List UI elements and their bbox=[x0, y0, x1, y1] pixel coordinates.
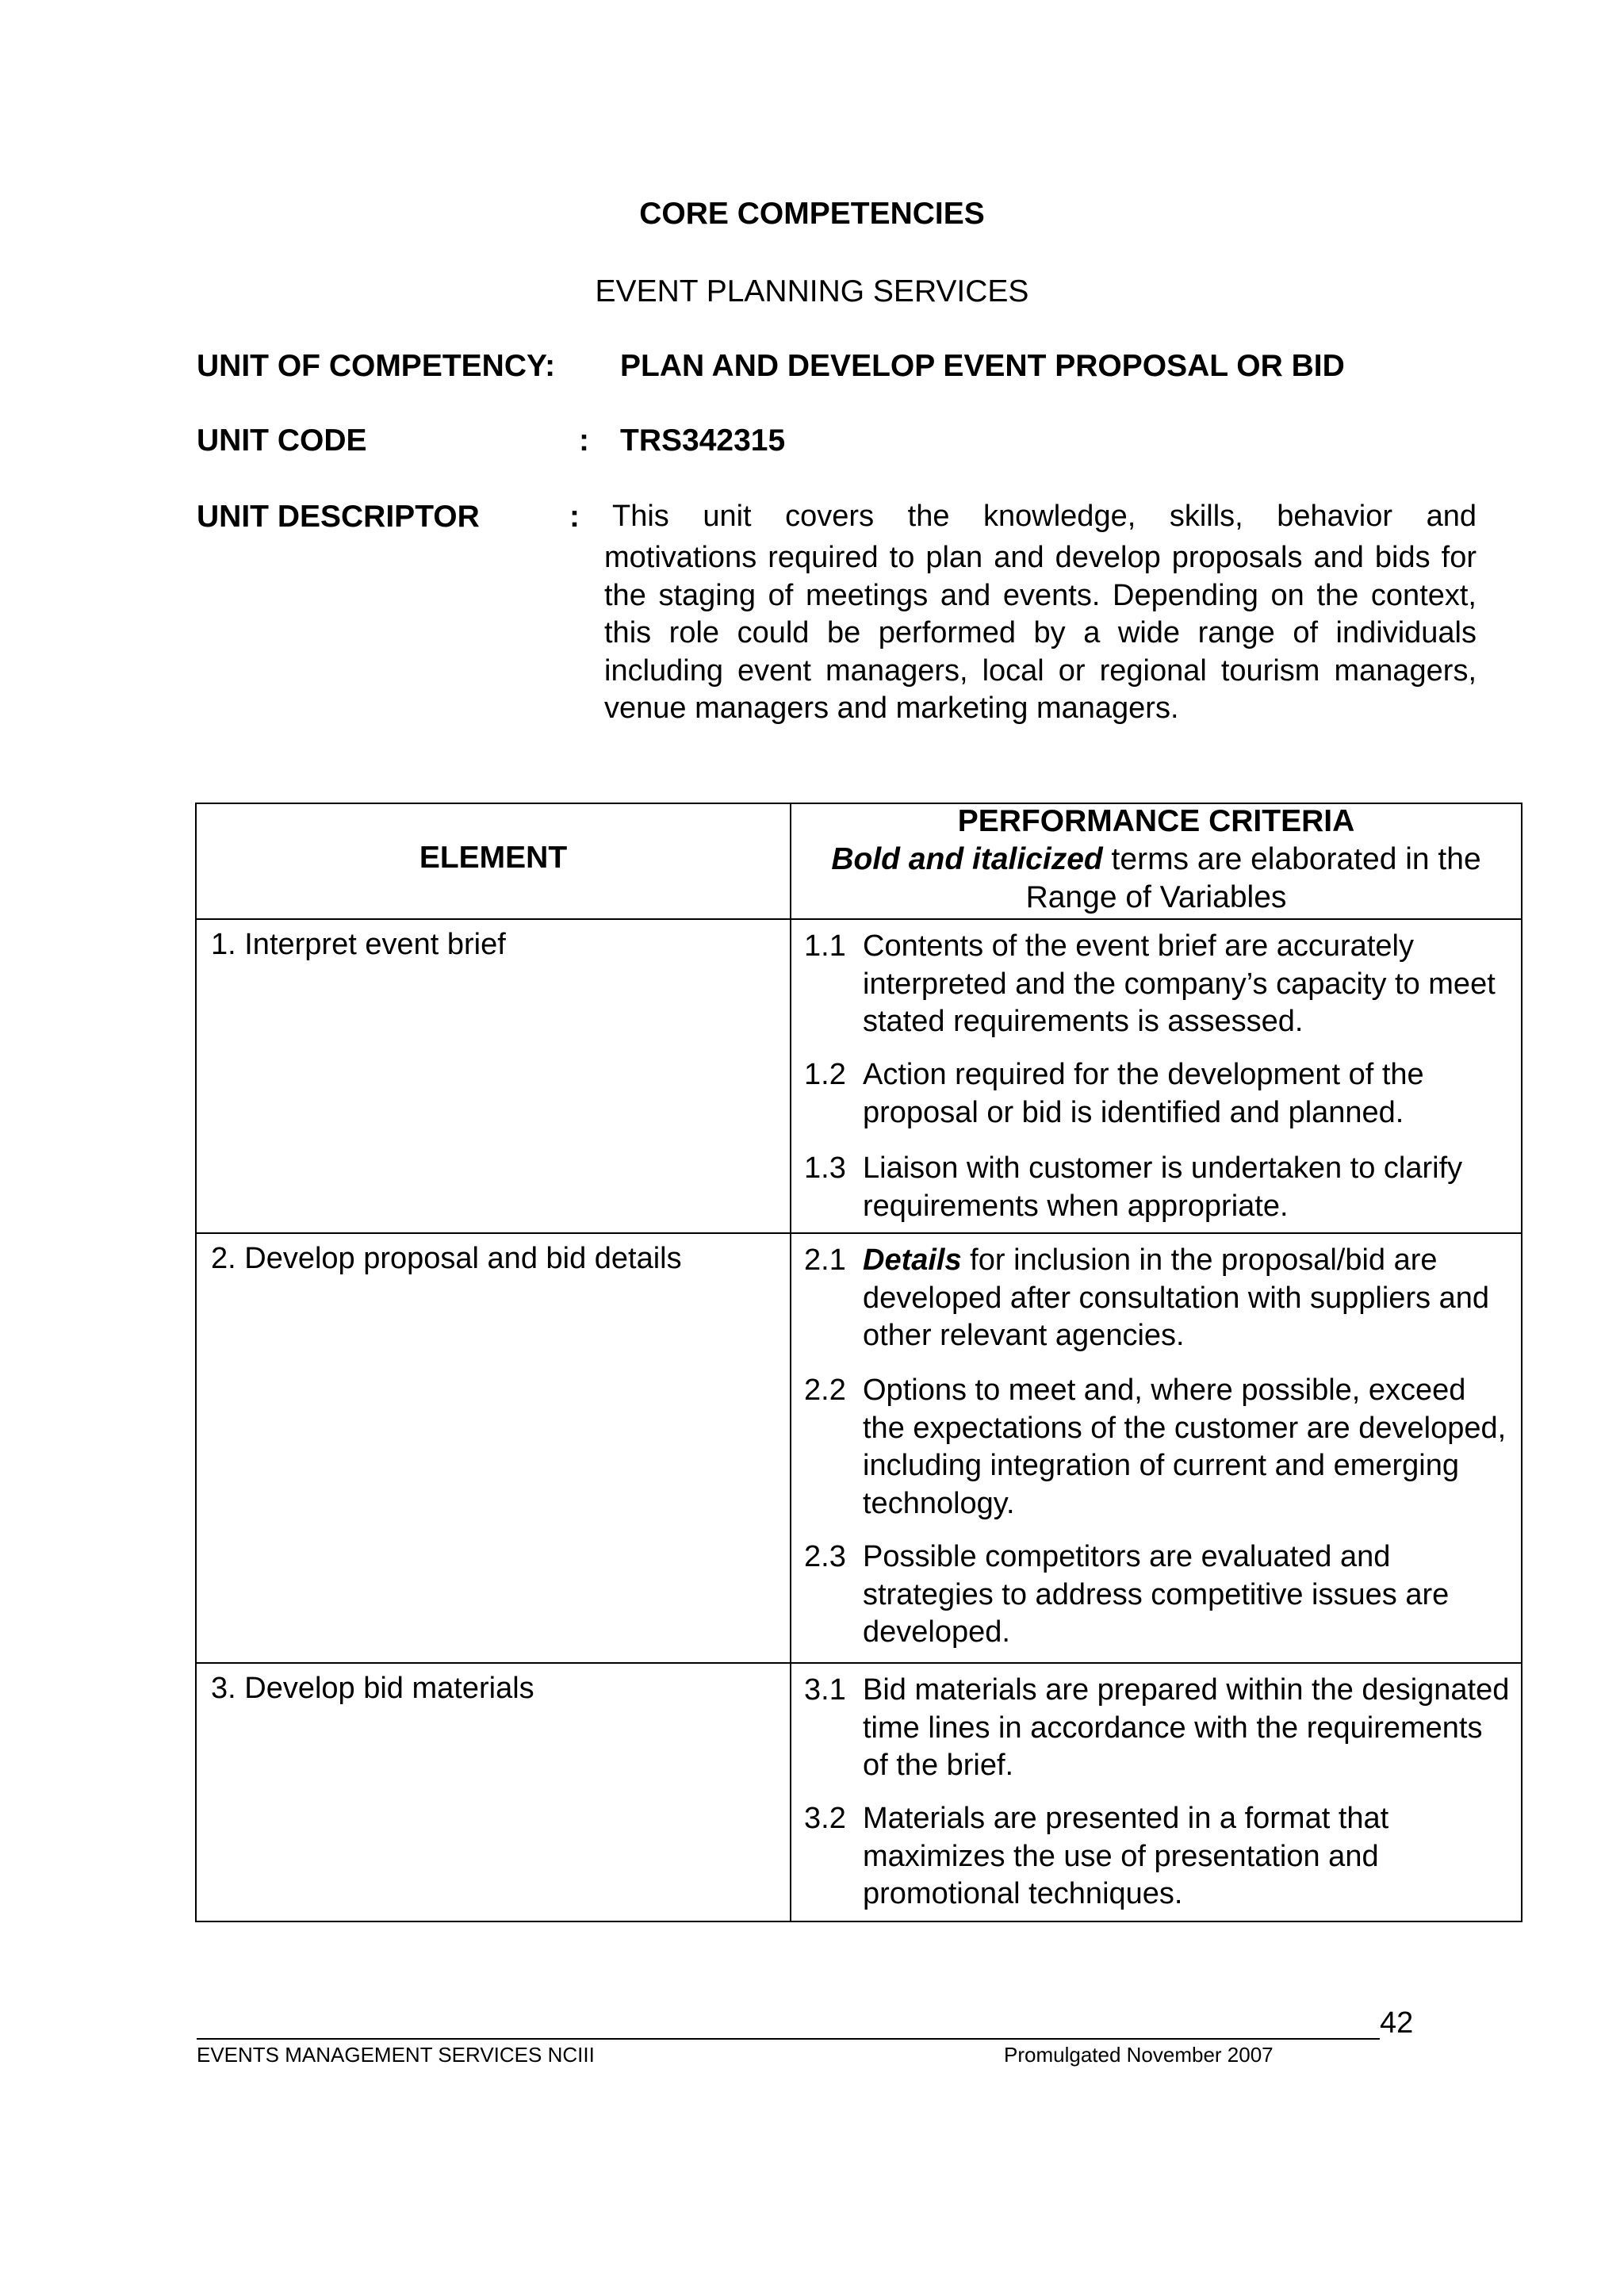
criterion-number: 2.3 bbox=[804, 1540, 846, 1573]
table-row-element: 1. Interpret event brief bbox=[211, 928, 506, 961]
criterion-text-rest: for inclusion in the proposal/bid are developed after consultation with suppliers and other relevant agencies. bbox=[863, 1243, 1490, 1352]
criterion-text: Liaison with customer is undertaken to clarify requirements when appropriate. bbox=[863, 1151, 1463, 1223]
criterion-text: Bid materials are prepared within the designated time lines in accordance with the requirements of the brief. bbox=[863, 1673, 1510, 1782]
unit-descriptor-colon: : bbox=[569, 500, 580, 534]
table-row-element: 2. Develop proposal and bid details bbox=[211, 1242, 682, 1275]
table-header-element: ELEMENT bbox=[419, 841, 568, 875]
criterion-number: 2.2 bbox=[804, 1374, 846, 1407]
criterion-number: 3.2 bbox=[804, 1802, 846, 1835]
criterion-number: 3.1 bbox=[804, 1673, 846, 1707]
criterion-number: 2.1 bbox=[804, 1243, 846, 1277]
unit-of-competency-value: PLAN AND DEVELOP EVENT PROPOSAL OR BID bbox=[620, 349, 1345, 383]
page-number: 42 bbox=[1380, 2006, 1414, 2040]
criterion-item bbox=[804, 928, 1515, 1042]
criterion-number: 1.2 bbox=[804, 1058, 846, 1091]
criterion-item bbox=[804, 1242, 1515, 1356]
footer-rule bbox=[197, 2038, 1380, 2040]
footer-promulgated: Promulgated November 2007 bbox=[1004, 2043, 1274, 2067]
criterion-text: Materials are presented in a format that maximizes the use of presentation and promotional techniques. bbox=[863, 1802, 1389, 1910]
criterion-text: Action required for the development of the proposal or bid is identified and planned. bbox=[863, 1058, 1424, 1129]
pc-note-bold: Bold and italicized bbox=[831, 842, 1103, 876]
criterion-text bbox=[863, 1242, 1515, 1355]
table-row-divider bbox=[195, 1232, 1522, 1234]
criterion-item bbox=[804, 1150, 1515, 1226]
criterion-item bbox=[804, 1538, 1515, 1653]
page-subtitle: EVENT PLANNING SERVICES bbox=[595, 274, 1029, 308]
table-row-element: 3. Develop bid materials bbox=[211, 1672, 534, 1705]
criterion-number: 1.3 bbox=[804, 1151, 846, 1185]
pc-title: PERFORMANCE CRITERIA bbox=[957, 804, 1355, 838]
unit-of-competency-label: UNIT OF COMPETENCY: bbox=[197, 349, 556, 383]
criterion-item bbox=[804, 1800, 1515, 1914]
table-row-divider bbox=[195, 1662, 1522, 1664]
pc-note-line2: Range of Variables bbox=[1025, 880, 1287, 914]
unit-code-label: UNIT CODE bbox=[197, 423, 367, 458]
pc-note-rest: terms are elaborated in the bbox=[1102, 842, 1481, 876]
footer-qualification: EVENTS MANAGEMENT SERVICES NCIII bbox=[197, 2043, 595, 2067]
table-header-divider bbox=[195, 918, 1522, 920]
unit-descriptor-text: motivations required to plan and develop proposals and bids for the staging of meetings and events. Depending on the context, this role could be performed by a wide range of individuals including event managers, local or regional tourism managers, venue managers and marketing managers. bbox=[604, 541, 1477, 725]
criterion-item bbox=[804, 1672, 1515, 1786]
unit-code-colon: : bbox=[579, 423, 589, 458]
table-column-divider bbox=[790, 803, 791, 1922]
criterion-text: Contents of the event brief are accurately interpreted and the company’s capacity to meet stated requirements is assessed. bbox=[863, 929, 1496, 1038]
criterion-text: Options to meet and, where possible, exceed the expectations of the customer are developed, including integration of current and emerging technology. bbox=[863, 1374, 1507, 1520]
criterion-item bbox=[804, 1372, 1515, 1524]
criterion-item bbox=[804, 1056, 1515, 1132]
criterion-number: 1.1 bbox=[804, 929, 846, 963]
page-title: CORE COMPETENCIES bbox=[639, 197, 985, 231]
criterion-range-term: Details bbox=[863, 1243, 962, 1277]
criterion-text: Possible competitors are evaluated and strategies to address competitive issues are developed. bbox=[863, 1540, 1450, 1649]
unit-code-value: TRS342315 bbox=[620, 423, 786, 458]
unit-descriptor-label: UNIT DESCRIPTOR bbox=[197, 500, 480, 534]
table-header-performance-criteria bbox=[791, 803, 1521, 917]
unit-descriptor-first-line: This unit covers the knowledge, skills, behavior and bbox=[612, 500, 1477, 533]
